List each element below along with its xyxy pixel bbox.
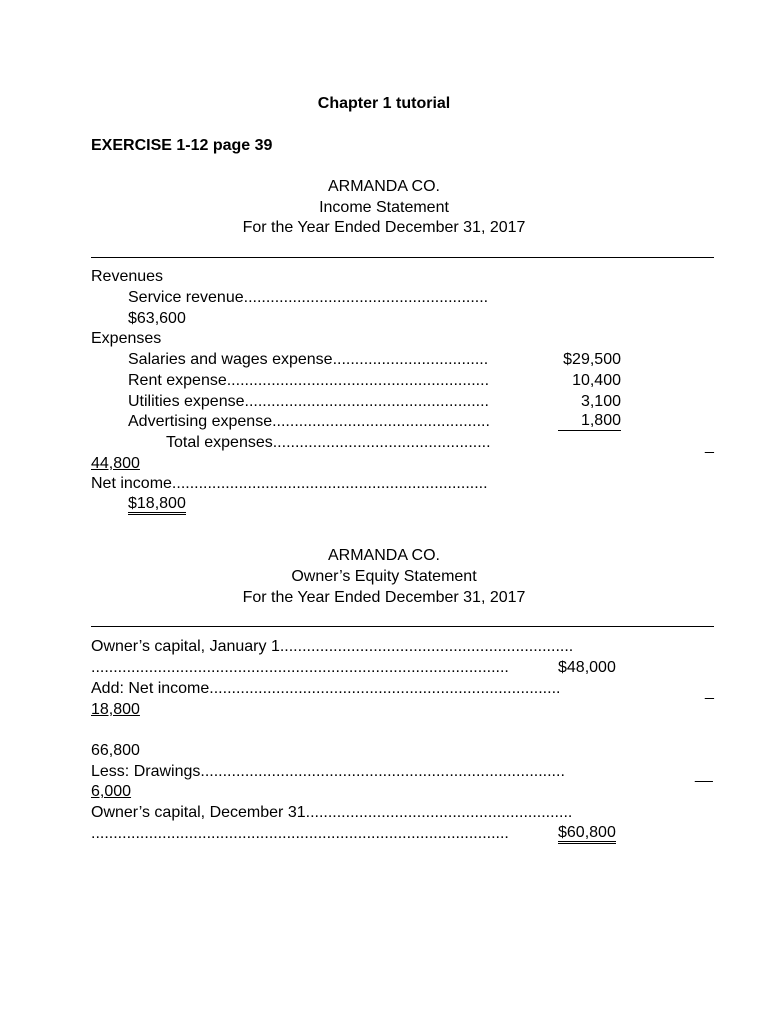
capital-jan-value: $48,000 bbox=[558, 659, 616, 676]
add-net-income-label: Add: Net income............................................................................... bbox=[91, 680, 561, 697]
equity-company-name: ARMANDA CO. bbox=[327, 547, 440, 564]
subtotal-value: 66,800 bbox=[91, 742, 140, 759]
page-title: Chapter 1 tutorial bbox=[317, 95, 451, 112]
income-statement-name: Income Statement bbox=[319, 199, 449, 216]
equity-period: For the Year Ended December 31, 2017 bbox=[242, 589, 526, 606]
utilities-value: 3,100 bbox=[580, 393, 621, 410]
total-expenses-value: 44,800 bbox=[91, 455, 140, 472]
service-revenue-label: Service revenue....................................................... bbox=[128, 289, 489, 306]
capital-dec-value: $60,800 bbox=[558, 824, 616, 844]
advertising-value: 1,800 bbox=[558, 412, 621, 431]
salaries-label: Salaries and wages expense................................... bbox=[128, 351, 489, 368]
equity-statement-name: Owner’s Equity Statement bbox=[291, 568, 477, 585]
rent-label: Rent expense........................................................... bbox=[128, 372, 490, 389]
equity-header-rule bbox=[91, 626, 714, 627]
add-net-income-value: 18,800 bbox=[91, 701, 140, 718]
net-income-label: Net income....................................................................... bbox=[91, 475, 488, 492]
add-net-income-mark: _ bbox=[705, 683, 714, 700]
income-period: For the Year Ended December 31, 2017 bbox=[242, 219, 526, 236]
revenues-label: Revenues bbox=[91, 268, 164, 285]
total-expenses-label: Total expenses................................................. bbox=[166, 434, 491, 451]
expenses-label: Expenses bbox=[91, 330, 162, 347]
advertising-label: Advertising expense................................................. bbox=[128, 413, 490, 430]
salaries-value: $29,500 bbox=[563, 351, 621, 368]
capital-dec-leader: .............................................................................................. bbox=[91, 825, 509, 842]
utilities-label: Utilities expense....................................................... bbox=[128, 393, 489, 410]
net-income-value: $18,800 bbox=[128, 495, 186, 515]
capital-dec-label: Owner’s capital, December 31............................................................ bbox=[91, 804, 573, 821]
less-drawings-mark: __ bbox=[695, 766, 713, 783]
service-revenue-value: $63,600 bbox=[128, 310, 186, 327]
less-drawings-label: Less: Drawings.................................................................................. bbox=[91, 763, 565, 780]
less-drawings-value: 6,000 bbox=[91, 783, 132, 800]
rent-value: 10,400 bbox=[572, 372, 621, 389]
exercise-heading: EXERCISE 1-12 page 39 bbox=[91, 137, 273, 154]
capital-jan-label: Owner’s capital, January 1.................................................................. bbox=[91, 638, 574, 655]
income-company-name: ARMANDA CO. bbox=[327, 178, 440, 195]
total-expenses-mark: _ bbox=[705, 437, 714, 454]
income-header-rule bbox=[91, 257, 714, 258]
capital-jan-leader: .............................................................................................. bbox=[91, 659, 509, 676]
